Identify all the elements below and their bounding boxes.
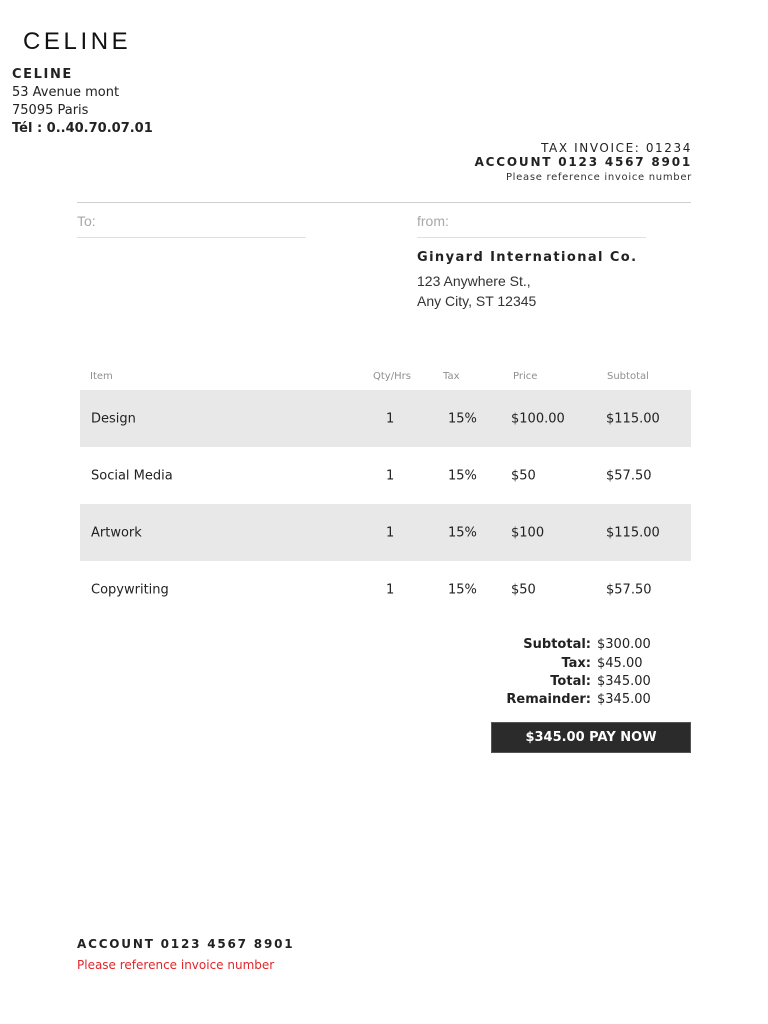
company-phone: Tél : 0..40.70.07.01 — [12, 121, 153, 136]
subtotal-cell: $115.00 — [606, 411, 660, 426]
from-address-line2: Any City, ST 12345 — [417, 293, 537, 309]
item-cell: Design — [91, 411, 136, 426]
from-field-line — [417, 237, 646, 238]
column-header-price: Price — [513, 371, 538, 382]
table-row — [80, 447, 691, 504]
table-row — [80, 561, 691, 618]
from-address-line1: 123 Anywhere St., — [417, 273, 531, 289]
from-company-name: Ginyard International Co. — [417, 250, 638, 265]
item-cell: Copywriting — [91, 582, 169, 597]
brand-logo: CELINE — [23, 28, 132, 55]
table-row — [80, 390, 691, 447]
tax-value: $45.00 — [597, 656, 643, 671]
tax-cell: 15% — [448, 525, 477, 540]
qty-cell: 1 — [386, 525, 395, 540]
company-address-line1: 53 Avenue mont — [12, 85, 120, 100]
remainder-value: $345.00 — [597, 692, 651, 707]
price-cell: $50 — [511, 468, 536, 483]
tax-label: Tax: — [561, 656, 591, 671]
tax-cell: 15% — [448, 411, 477, 426]
price-cell: $50 — [511, 582, 536, 597]
price-cell: $100 — [511, 525, 545, 540]
tax-cell: 15% — [448, 582, 477, 597]
qty-cell: 1 — [386, 411, 395, 426]
to-label: To: — [77, 213, 96, 229]
subtotal-cell: $57.50 — [606, 468, 652, 483]
qty-cell: 1 — [386, 582, 395, 597]
total-value: $345.00 — [597, 674, 651, 689]
from-label: from: — [417, 213, 449, 229]
column-header-qty: Qty/Hrs — [373, 371, 411, 382]
subtotal-cell: $115.00 — [606, 525, 660, 540]
subtotal-label: Subtotal: — [523, 637, 591, 652]
company-name: CELINE — [12, 67, 73, 82]
table-row — [80, 504, 691, 561]
invoice-reference-note: Please reference invoice number — [505, 172, 692, 183]
column-header-subtotal: Subtotal — [607, 371, 649, 382]
subtotal-cell: $57.50 — [606, 582, 652, 597]
invoice-account: ACCOUNT 0123 4567 8901 — [474, 155, 692, 169]
invoice-title: TAX INVOICE: 01234 — [541, 141, 692, 155]
item-cell: Artwork — [91, 525, 142, 540]
pay-now-button[interactable]: $345.00 PAY NOW — [491, 722, 691, 753]
remainder-label: Remainder: — [506, 692, 591, 707]
header-divider — [77, 202, 691, 203]
company-address-line2: 75095 Paris — [12, 103, 89, 118]
qty-cell: 1 — [386, 468, 395, 483]
footer-reference-note: Please reference invoice number — [77, 958, 275, 972]
column-header-item: Item — [90, 371, 113, 382]
column-header-tax: Tax — [443, 371, 460, 382]
tax-cell: 15% — [448, 468, 477, 483]
subtotal-value: $300.00 — [597, 637, 651, 652]
total-label: Total: — [550, 674, 591, 689]
price-cell: $100.00 — [511, 411, 565, 426]
item-cell: Social Media — [91, 468, 173, 483]
to-field-line — [77, 237, 306, 238]
footer-account: ACCOUNT 0123 4567 8901 — [77, 937, 295, 951]
